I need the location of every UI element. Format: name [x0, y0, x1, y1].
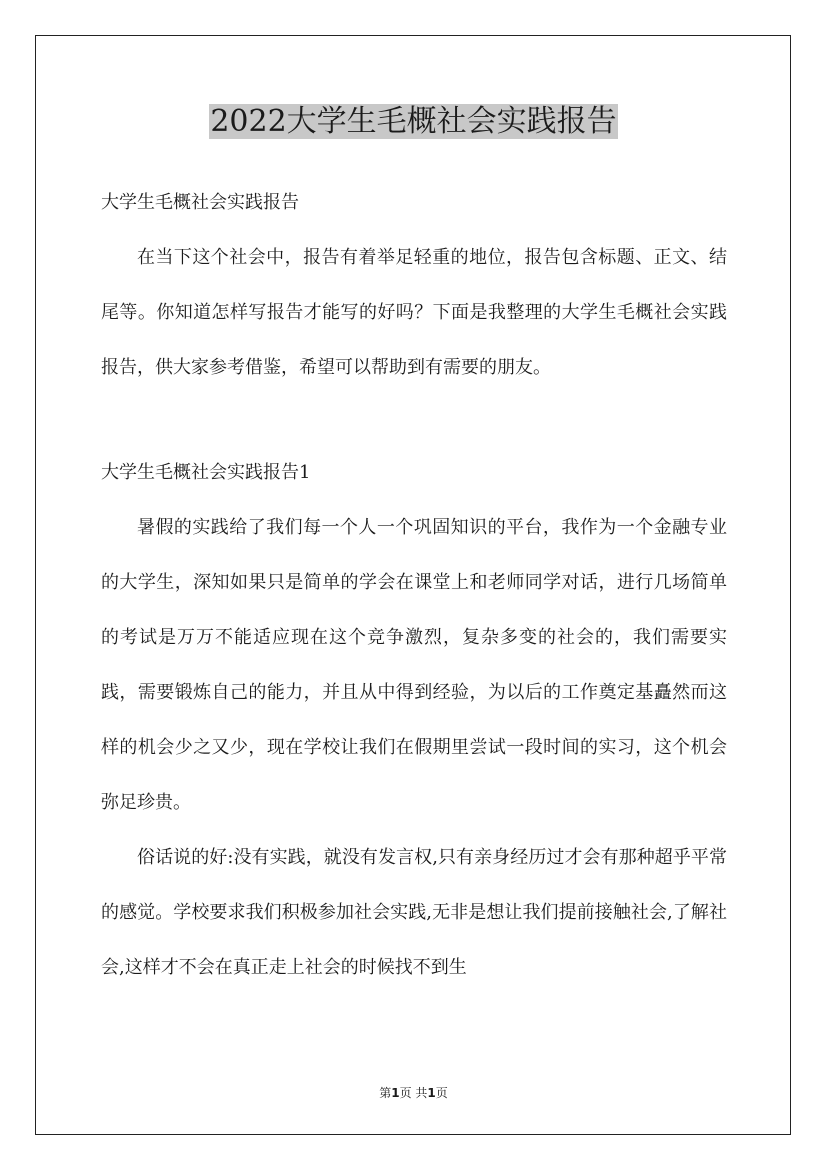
page-footer	[0, 1084, 827, 1102]
section-spacer	[101, 395, 727, 445]
page-total: 1	[427, 1086, 436, 1100]
body-paragraph: 暑假的实践给了我们每一个人一个巩固知识的平台，我作为一个金融专业的大学生，深知如果只是简单的学会在课堂上和老师同学对话，进行几场简单的考试是万万不能适应现在这个竞争激烈，复杂多变的社会的，我们需要实践，需要锻炼自己的能力，并且从中得到经验，为以后的工作奠定基矗然而这样的机会少之又少，现在学校让我们在假期里尝试一段时间的实习，这个机会弥足珍贵。	[101, 517, 727, 813]
body-paragraph: 俗话说的好:没有实践，就没有发言权,只有亲身经历过才会有那种超乎平常的感觉。学校要求我们积极参加社会实践,无非是想让我们提前接触社会,了解社会,这样才不会在真正走上社会的时候找不到生	[101, 847, 727, 978]
section-heading: 大学生毛概社会实践报告1	[101, 462, 311, 483]
document-title	[0, 100, 827, 144]
page-current: 1	[391, 1086, 400, 1100]
document-subtitle: 大学生毛概社会实践报告	[101, 192, 299, 213]
intro-paragraph: 在当下这个社会中，报告有着举足轻重的地位，报告包含标题、正文、结尾等。你知道怎样写报告才能写的好吗？下面是我整理的大学生毛概社会实践报告，供大家参考借鉴，希望可以帮助到有需要的朋友。	[101, 247, 727, 378]
document-title-text: 2022大学生毛概社会实践报告	[210, 104, 617, 139]
page-prefix: 第	[379, 1086, 392, 1100]
document-body	[101, 175, 727, 995]
page-mid: 页 共	[399, 1086, 428, 1100]
page-suffix: 页	[435, 1086, 448, 1100]
